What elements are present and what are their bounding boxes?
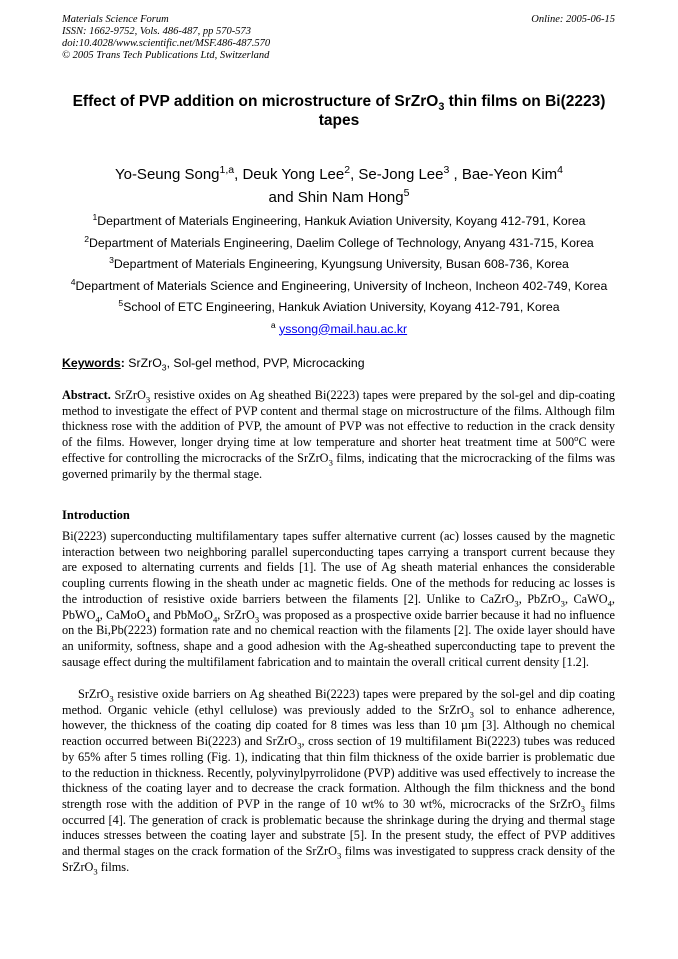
- affiliation-list: [62, 211, 616, 340]
- keywords-line: Keywords: SrZrO$_3$, Sol-gel method, PVP, Microcacking: [62, 356, 365, 373]
- journal-header: [62, 14, 270, 62]
- author: Yo-Seung Song: [114, 166, 220, 183]
- online-date: Online: 2005-06-15: [531, 14, 615, 25]
- issn-line: ISSN: 1662-9752, Vols. 486-487, pp 570-573: [62, 26, 251, 37]
- email-line: $^a$ yssong@mail.hau.ac.kr: [270, 319, 408, 336]
- section-heading: Introduction: [62, 508, 130, 522]
- abstract: Abstract. SrZrO$_3$ resistive oxides on Ag sheathed Bi(2223) tapes were prepared by the sol-gel and dip-coating method to investigate the effect of PVP content and thermal stage on microstructure of the films. Although film thickness rose with the addition of PVP, the amount of PVP was not effective to reduction in the crack density of the films. However, longer drying time at low temperature and shorter heat treatment time at 500$^o$C were effective for controlling the microcracks of the SrZrO$_3$ films, indicating that the microcracking of the films was governed primarily by the thermal stage.: [62, 388, 615, 481]
- email-link[interactable]: yssong@mail.hau.ac.kr: [279, 321, 408, 336]
- affiliation: $^4$Department of Materials Science and Engineering, University of Incheon, Incheon 402-749, Korea: [70, 276, 608, 293]
- abstract-label: Abstract.: [62, 388, 111, 402]
- keywords-label: Keywords: [62, 356, 121, 370]
- author: , Deuk Yong Lee: [234, 166, 345, 183]
- author: , Bae-Yeon Kim: [449, 166, 558, 183]
- author: and Shin Nam Hong: [268, 189, 404, 206]
- author-list: Yo-Seung Song$^{1,a}$, Deuk Yong Lee$^2$, Se-Jong Lee$^3$ , Bae-Yeon Kim$^4$ and Shin Nam Hong$^5$: [114, 164, 564, 206]
- paragraph: Bi(2223) superconducting multifilamentary tapes suffer alternative current (ac) losses caused by the magnetic interaction between two neighboring parallel superconducting tapes carrying a transport current because they are exposed to alternating currents and fields [1]. The use of Ag sheath material enhances the considerable coupling currents flowing in the sheath under ac magnetic fields. One of the methods for reducing ac losses is the introduction of resistive oxide barriers between the filaments [2]. Unlike to CaZrO$_3$, PbZrO$_3$, CaWO$_4$, PbWO$_4$, CaMoO$_4$ and PbMoO$_4$, SrZrO$_3$ was proposed as a prospective oxide barrier because it had no influence on the Bi,Pb(2223) formation rate and no chemical reaction with the filaments [2]. The oxide layer should have an uniformity, softness, shape and a good adhesion with the Ag-sheathed superconducting tape to prevent the sausage effect during the multifilament fabrication and to maintain the overall critical current density [1.2].: [62, 529, 616, 669]
- affiliation: $^2$Department of Materials Engineering, Daelim College of Technology, Anyang 431-715, Korea: [84, 233, 594, 250]
- affiliation: $^3$Department of Materials Engineering, Kyungsung University, Busan 608-736, Korea: [109, 254, 569, 271]
- affiliation: $^1$Department of Materials Engineering, Hankuk Aviation University, Koyang 412-791, Korea: [92, 211, 586, 228]
- doi-line: doi:10.4028/www.scientific.net/MSF.486-487.570: [62, 38, 271, 49]
- journal-name: Materials Science Forum: [62, 14, 169, 25]
- affiliation: $^5$School of ETC Engineering, Hankuk Aviation University, Koyang 412-791, Korea: [118, 297, 560, 314]
- paragraph: SrZrO$_3$ resistive oxide barriers on Ag sheathed Bi(2223) tapes were prepared by the sol-gel and dip coating method. Organic vehicle (ethyl cellulose) was previously added to the SrZrO$_3$ sol to enhance adherence, however, the thickness of the coating dip coated for 8 times was less than 10 µm [3]. Although no chemical reaction occurred between Bi(2223) and SrZrO$_3$, cross section of 19 multifilament Bi(2223) tubes was reduced by 65% after 5 times rolling (Fig. 1), indicating that thin film thickness of the oxide barrier is problematic due to the reduction in thickness. Recently, polyvinylpyrrolidone (PVP) additive was used effectively to increase the thickness of the coating layer and to decrease the crack formation. Although the film thickness and the bond strength rose with the addition of PVP in the range of 10 wt% to 30 wt%, microcracks of the SrZrO$_3$ films occurred [4]. The generation of crack is problematic because the shrinkage during the drying and thermal stage induces stresses between the coating layer and substrate [5]. In the present study, the effect of PVP additives and thermal stages on the crack formation of the SrZrO$_3$ films was investigated to suppress crack density of the SrZrO$_3$ films.: [62, 687, 615, 877]
- paper-title: Effect of PVP addition on microstructure of SrZrO$_3$ thin films on Bi(2223) tapes: [72, 93, 606, 129]
- author: , Se-Jong Lee: [350, 166, 444, 183]
- copyright-line: © 2005 Trans Tech Publications Ltd, Switzerland: [62, 50, 270, 61]
